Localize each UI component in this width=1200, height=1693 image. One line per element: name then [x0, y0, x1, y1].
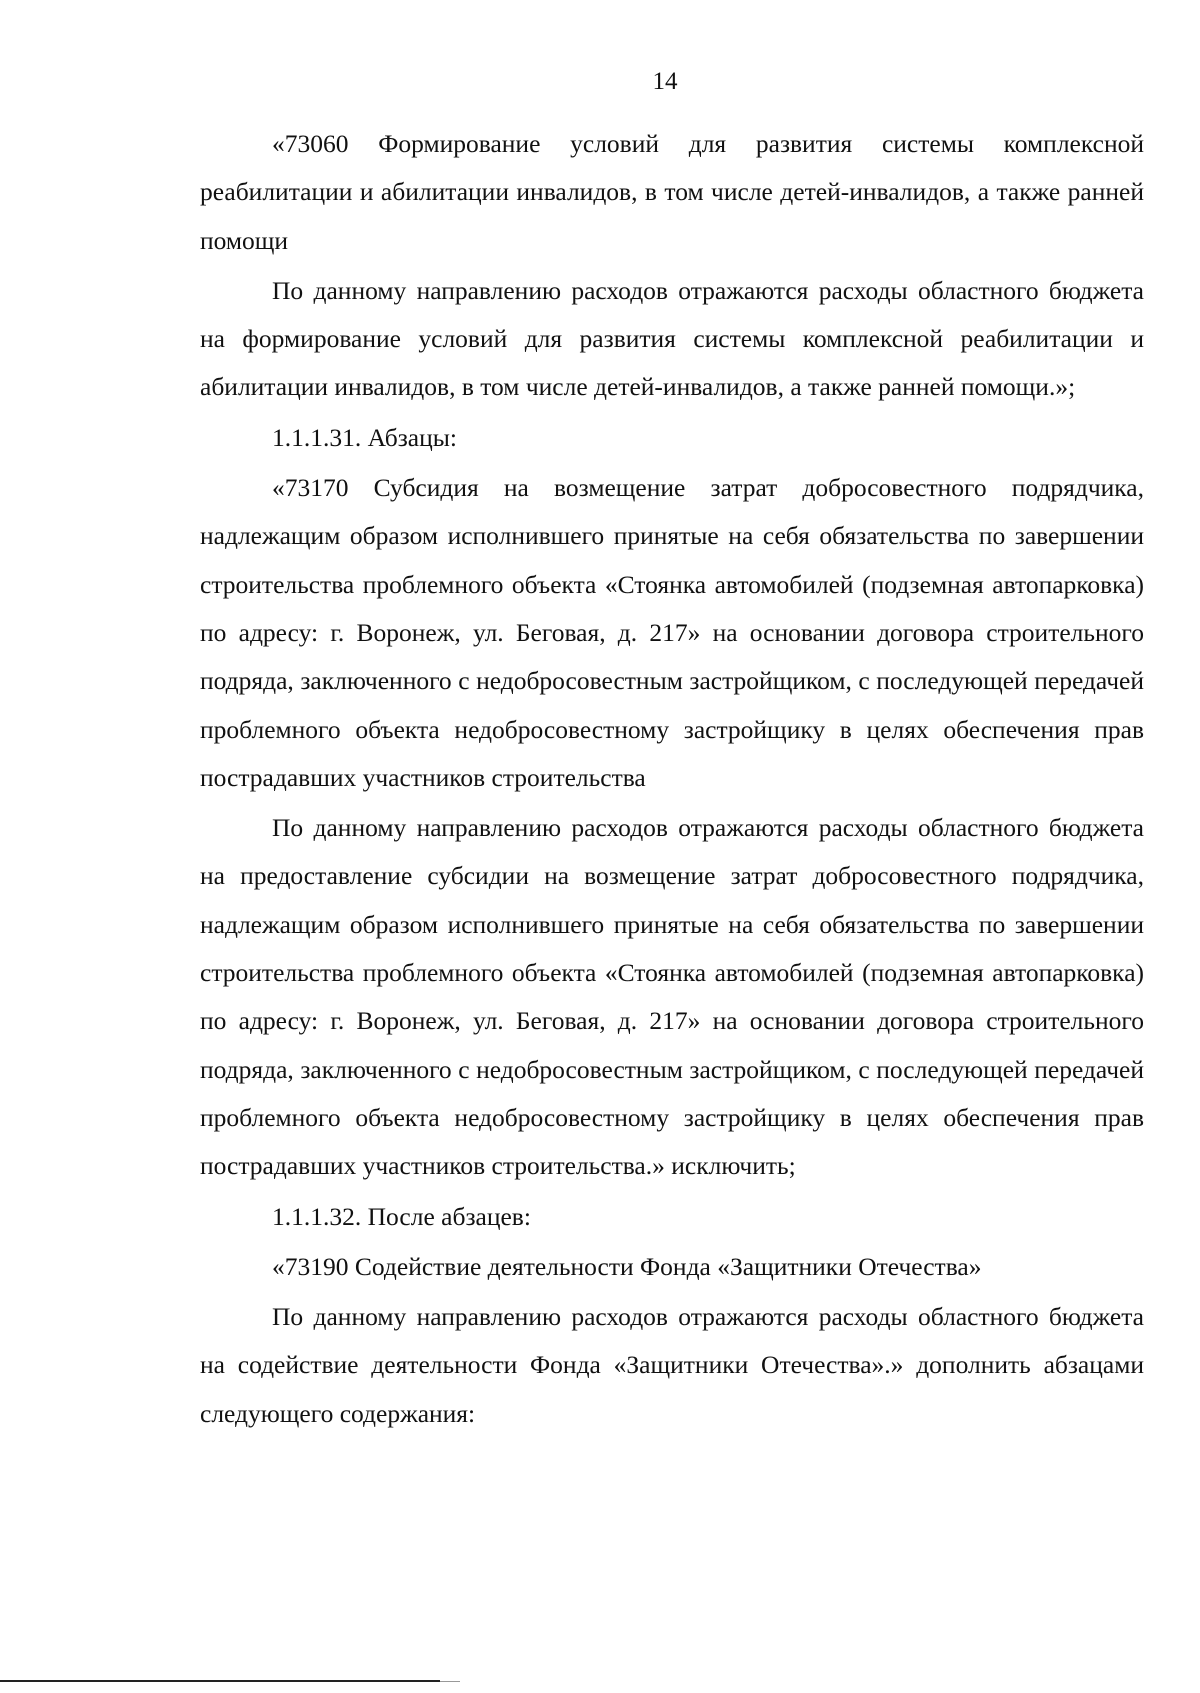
paragraph-clause-1-1-1-31: 1.1.1.31. Абзацы:: [272, 422, 457, 452]
paragraph-73060-heading: «73060 Формирование условий для развития системы комплексной реабилитации и абилитации инвалидов, в том числе детей-инвалидов, а также ранней помощи: [200, 129, 1144, 255]
document-body: [200, 120, 1144, 1440]
paragraph-clause-1-1-1-32: 1.1.1.32. После абзацев:: [272, 1201, 531, 1231]
paragraph-73190-heading: «73190 Содействие деятельности Фонда «Защитники Отечества»: [272, 1251, 982, 1281]
footer-rule-tail: [440, 1681, 460, 1682]
page-number: 14: [652, 68, 678, 95]
paragraph-73190-description: По данному направлению расходов отражаются расходы областного бюджета на содействие деятельности Фонда «Защитники Отечества».» дополнить абзацами следующего содержания:: [200, 1302, 1144, 1428]
paragraph-73060-description: По данному направлению расходов отражаются расходы областного бюджета на формирование условий для развития системы комплексной реабилитации и абилитации инвалидов, в том числе детей-инвалидов, а также ранней помощи.»;: [200, 275, 1144, 402]
paragraph-73170-heading: «73170 Субсидия на возмещение затрат добросовестного подрядчика, надлежащим образом исполнившего принятые на себя обязательства по завершении строительства проблемного объекта «Стоянка автомобилей (подземная автопарковка) по адресу: г. Воронеж, ул. Беговая, д. 217» на основании договора строительного подряда, заключенного с недобросовестным застройщиком, с последующей передачей проблемного объекта недобросовестному застройщику в целях обеспечения прав пострадавших участников строительства: [200, 473, 1144, 792]
paragraph-73170-description: По данному направлению расходов отражаются расходы областного бюджета на предоставление субсидии на возмещение затрат добросовестного подрядчика, надлежащим образом исполнившего принятые на себя обязательства по завершении строительства проблемного объекта «Стоянка автомобилей (подземная автопарковка) по адресу: г. Воронеж, ул. Беговая, д. 217» на основании договора строительного подряда, заключенного с недобросовестным застройщиком, с последующей передачей проблемного объекта недобросовестному застройщику в целях обеспечения прав пострадавших участников строительства.» исключить;: [200, 813, 1144, 1181]
footer-rule: [0, 1680, 440, 1682]
